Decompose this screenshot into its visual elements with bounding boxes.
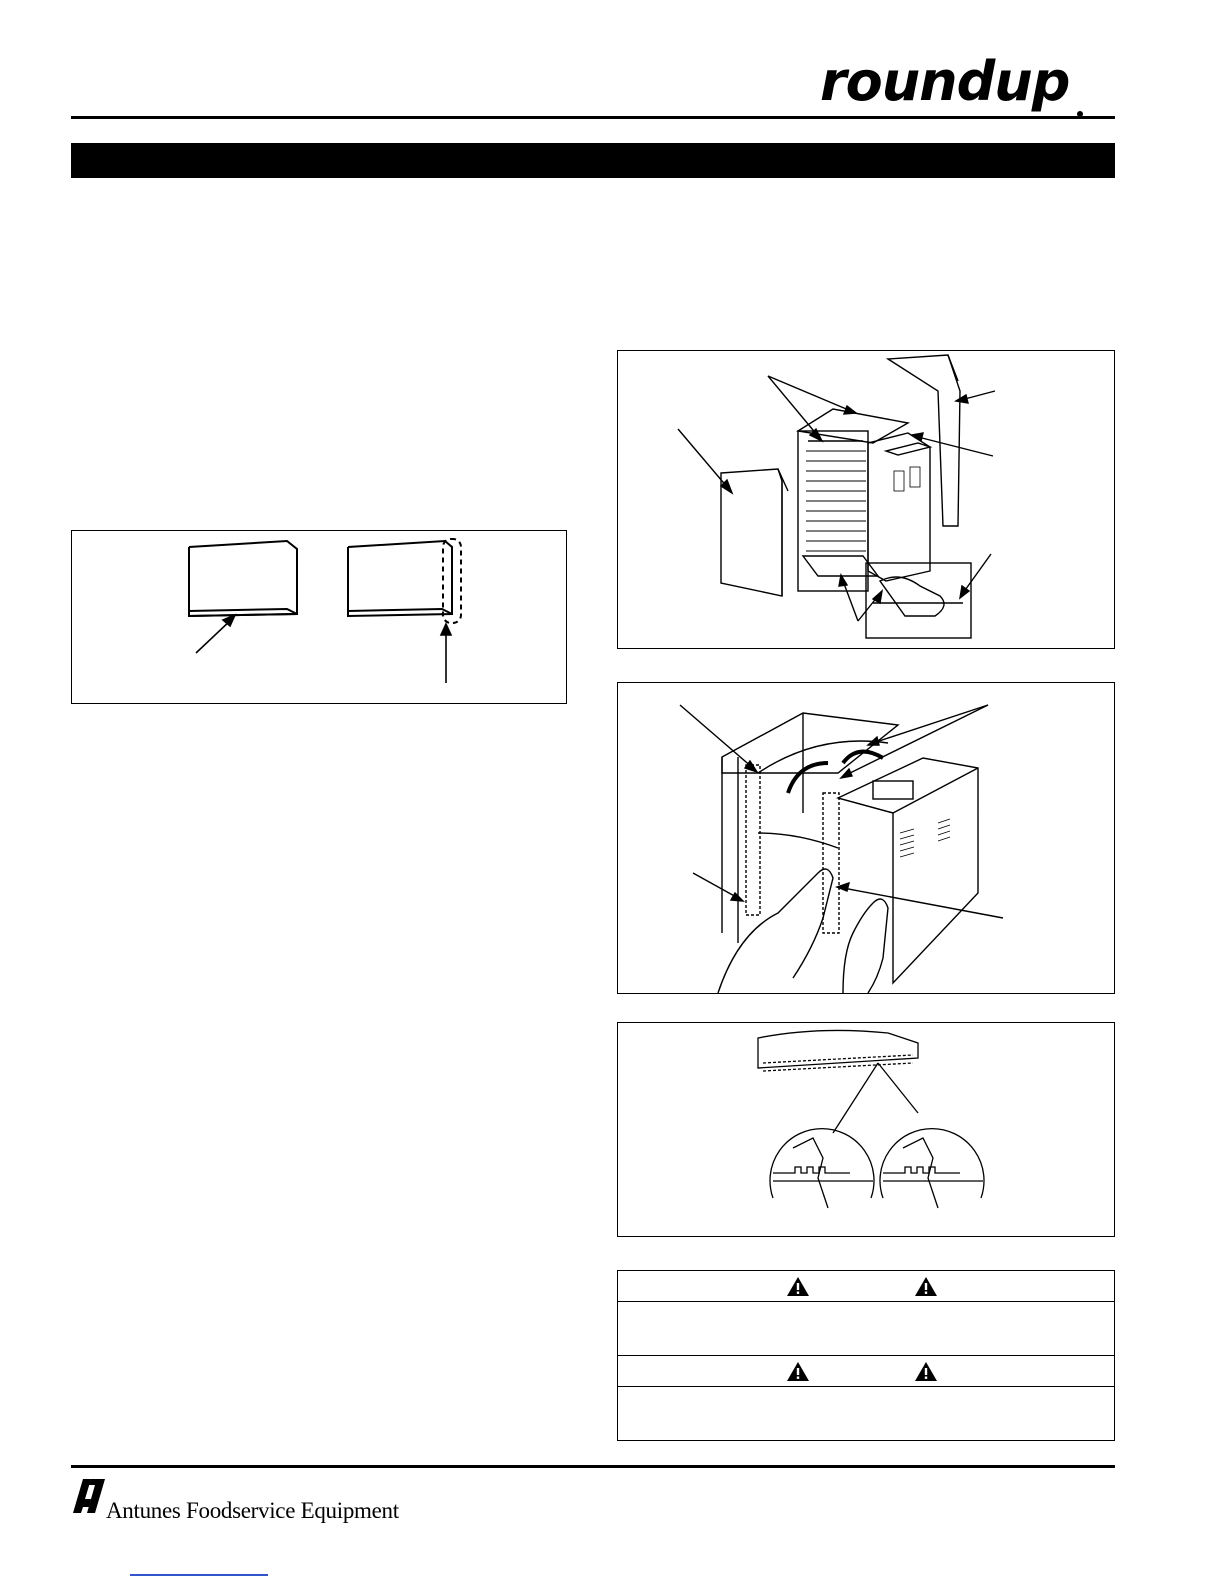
warning-body bbox=[618, 1387, 1114, 1441]
warning-body bbox=[618, 1302, 1114, 1356]
footer-rule bbox=[71, 1465, 1115, 1468]
belt-splice-drawing bbox=[618, 1023, 1114, 1236]
folded-sheets-drawing bbox=[72, 531, 566, 703]
exploded-unit-drawing bbox=[618, 351, 1114, 648]
header-rule bbox=[71, 116, 1115, 119]
warning-triangle-icon bbox=[786, 1361, 810, 1382]
warning-triangle-icon bbox=[914, 1361, 938, 1382]
warning-triangle-icon bbox=[914, 1276, 938, 1297]
figure-folded-sheets bbox=[71, 530, 567, 704]
belt-installation-drawing bbox=[618, 683, 1114, 993]
warning-box-1 bbox=[617, 1270, 1115, 1356]
company-name: Antunes Foodservice Equipment bbox=[106, 1498, 399, 1523]
figure-belt-splice-detail bbox=[617, 1022, 1115, 1237]
roundup-logo bbox=[818, 56, 1113, 122]
figure-exploded-unit bbox=[617, 350, 1115, 649]
footer-link-underline[interactable] bbox=[130, 1574, 268, 1576]
svg-text:roundup: roundup bbox=[820, 56, 1070, 113]
warning-triangle-icon bbox=[786, 1276, 810, 1297]
antunes-logo-icon bbox=[71, 1477, 107, 1515]
section-title-bar bbox=[71, 143, 1115, 178]
warning-box-2 bbox=[617, 1355, 1115, 1441]
figure-belt-installation bbox=[617, 682, 1115, 994]
warning-header bbox=[618, 1356, 1114, 1387]
warning-header bbox=[618, 1271, 1114, 1302]
